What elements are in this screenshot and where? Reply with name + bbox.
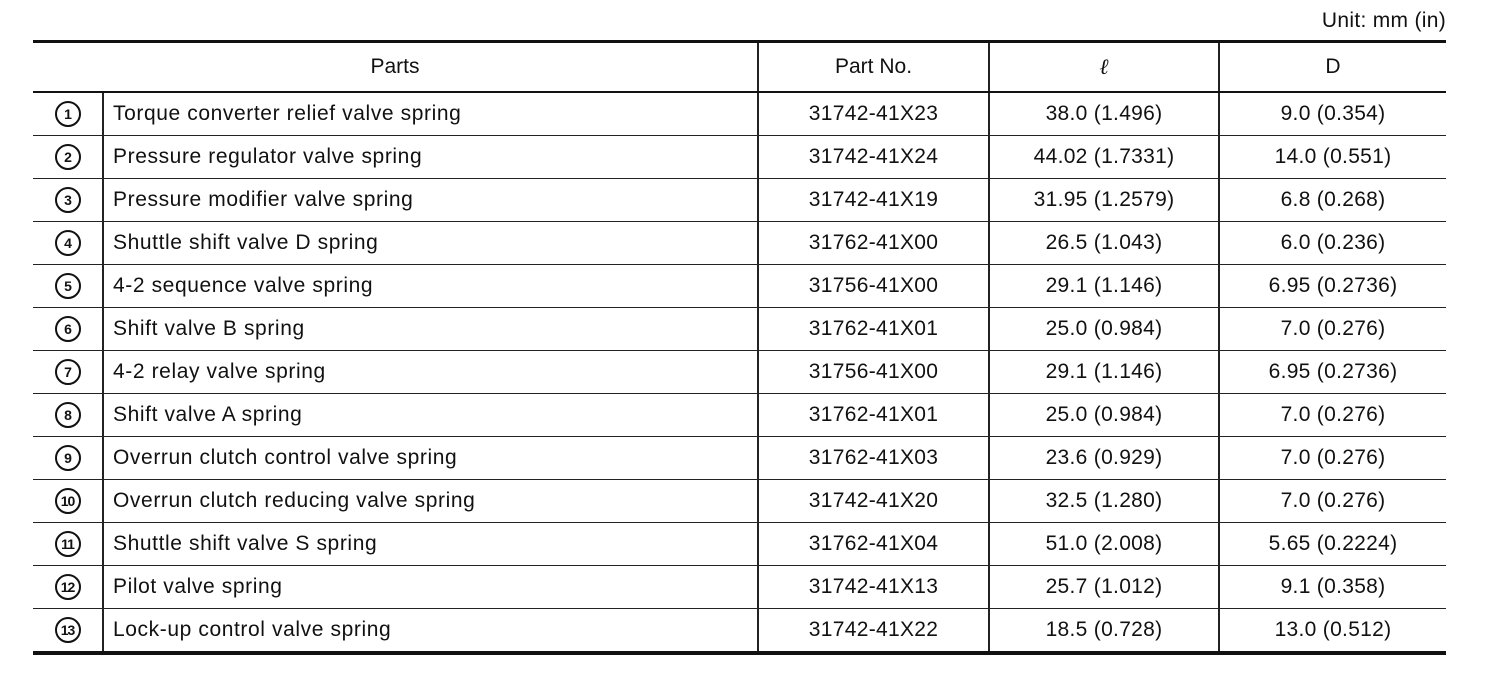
- table-row: [33, 136, 1446, 179]
- table-row: [33, 566, 1446, 609]
- row-number-cell: [33, 92, 103, 136]
- outer-diameter-cell: 9.0 (0.354): [1219, 92, 1446, 136]
- outer-diameter-cell: 13.0 (0.512): [1219, 609, 1446, 654]
- part-name-cell: Lock-up control valve spring: [103, 609, 758, 654]
- circled-number: 5: [55, 273, 81, 299]
- part-number-cell: 31756-41X00: [758, 351, 989, 394]
- row-number-cell: [33, 480, 103, 523]
- free-length-cell: 25.0 (0.984): [989, 394, 1219, 437]
- part-number-cell: 31742-41X19: [758, 179, 989, 222]
- part-number-cell: 31762-41X04: [758, 523, 989, 566]
- part-number-cell: 31756-41X00: [758, 265, 989, 308]
- circled-number: 11: [55, 531, 81, 557]
- part-number-cell: 31762-41X01: [758, 308, 989, 351]
- table-row: [33, 92, 1446, 136]
- outer-diameter-cell: 6.8 (0.268): [1219, 179, 1446, 222]
- unit-label: Unit: mm (in): [1321, 9, 1446, 32]
- free-length-cell: 25.0 (0.984): [989, 308, 1219, 351]
- part-name-cell: Overrun clutch reducing valve spring: [103, 480, 758, 523]
- part-name-cell: Shuttle shift valve S spring: [103, 523, 758, 566]
- part-number-cell: 31742-41X24: [758, 136, 989, 179]
- outer-diameter-cell: 6.95 (0.2736): [1219, 265, 1446, 308]
- circled-number: 8: [55, 402, 81, 428]
- part-name-cell: Pressure modifier valve spring: [103, 179, 758, 222]
- row-number-cell: [33, 394, 103, 437]
- header-free-length: ℓ: [989, 42, 1219, 93]
- header-outer-diameter: D: [1219, 42, 1446, 93]
- circled-number: 9: [55, 445, 81, 471]
- free-length-cell: 29.1 (1.146): [989, 351, 1219, 394]
- row-number-cell: [33, 351, 103, 394]
- row-number-cell: [33, 523, 103, 566]
- table-row: [33, 222, 1446, 265]
- table-row: [33, 480, 1446, 523]
- circled-number: 12: [55, 574, 81, 600]
- circled-number: 2: [55, 144, 81, 170]
- free-length-cell: 25.7 (1.012): [989, 566, 1219, 609]
- outer-diameter-cell: 14.0 (0.551): [1219, 136, 1446, 179]
- row-number-cell: [33, 222, 103, 265]
- row-number-cell: [33, 566, 103, 609]
- outer-diameter-cell: 9.1 (0.358): [1219, 566, 1446, 609]
- part-name-cell: Pilot valve spring: [103, 566, 758, 609]
- part-name-cell: Overrun clutch control valve spring: [103, 437, 758, 480]
- outer-diameter-cell: 5.65 (0.2224): [1219, 523, 1446, 566]
- table-row: [33, 351, 1446, 394]
- free-length-cell: 31.95 (1.2579): [989, 179, 1219, 222]
- row-number-cell: [33, 265, 103, 308]
- table-row: [33, 179, 1446, 222]
- header-parts: Parts: [33, 42, 758, 93]
- free-length-cell: 51.0 (2.008): [989, 523, 1219, 566]
- header-part-no: Part No.: [758, 42, 989, 93]
- row-number-cell: [33, 179, 103, 222]
- free-length-cell: 26.5 (1.043): [989, 222, 1219, 265]
- table-header-row: [33, 42, 1446, 93]
- circled-number: 4: [55, 230, 81, 256]
- part-number-cell: 31762-41X01: [758, 394, 989, 437]
- circled-number: 13: [55, 617, 81, 643]
- free-length-cell: 32.5 (1.280): [989, 480, 1219, 523]
- table-body: [33, 92, 1446, 653]
- row-number-cell: [33, 136, 103, 179]
- row-number-cell: [33, 609, 103, 654]
- circled-number: 3: [55, 187, 81, 213]
- part-name-cell: 4-2 sequence valve spring: [103, 265, 758, 308]
- outer-diameter-cell: 7.0 (0.276): [1219, 308, 1446, 351]
- part-number-cell: 31762-41X03: [758, 437, 989, 480]
- table-row: [33, 437, 1446, 480]
- part-number-cell: 31742-41X13: [758, 566, 989, 609]
- circled-number: 6: [55, 316, 81, 342]
- circled-number: 10: [55, 488, 81, 514]
- part-number-cell: 31742-41X23: [758, 92, 989, 136]
- free-length-cell: 38.0 (1.496): [989, 92, 1219, 136]
- outer-diameter-cell: 7.0 (0.276): [1219, 480, 1446, 523]
- table-row: [33, 308, 1446, 351]
- part-name-cell: Pressure regulator valve spring: [103, 136, 758, 179]
- part-name-cell: 4-2 relay valve spring: [103, 351, 758, 394]
- spring-spec-table: [33, 40, 1446, 655]
- table-row: [33, 394, 1446, 437]
- outer-diameter-cell: 6.0 (0.236): [1219, 222, 1446, 265]
- part-number-cell: 31742-41X20: [758, 480, 989, 523]
- part-name-cell: Shift valve A spring: [103, 394, 758, 437]
- outer-diameter-cell: 6.95 (0.2736): [1219, 351, 1446, 394]
- part-name-cell: Shift valve B spring: [103, 308, 758, 351]
- row-number-cell: [33, 437, 103, 480]
- outer-diameter-cell: 7.0 (0.276): [1219, 437, 1446, 480]
- part-number-cell: 31742-41X22: [758, 609, 989, 654]
- free-length-cell: 29.1 (1.146): [989, 265, 1219, 308]
- part-name-cell: Shuttle shift valve D spring: [103, 222, 758, 265]
- table-row: [33, 609, 1446, 654]
- table-row: [33, 265, 1446, 308]
- circled-number: 7: [55, 359, 81, 385]
- part-number-cell: 31762-41X00: [758, 222, 989, 265]
- outer-diameter-cell: 7.0 (0.276): [1219, 394, 1446, 437]
- part-name-cell: Torque converter relief valve spring: [103, 92, 758, 136]
- row-number-cell: [33, 308, 103, 351]
- free-length-cell: 23.6 (0.929): [989, 437, 1219, 480]
- table-row: [33, 523, 1446, 566]
- circled-number: 1: [55, 101, 81, 127]
- free-length-cell: 44.02 (1.7331): [989, 136, 1219, 179]
- free-length-cell: 18.5 (0.728): [989, 609, 1219, 654]
